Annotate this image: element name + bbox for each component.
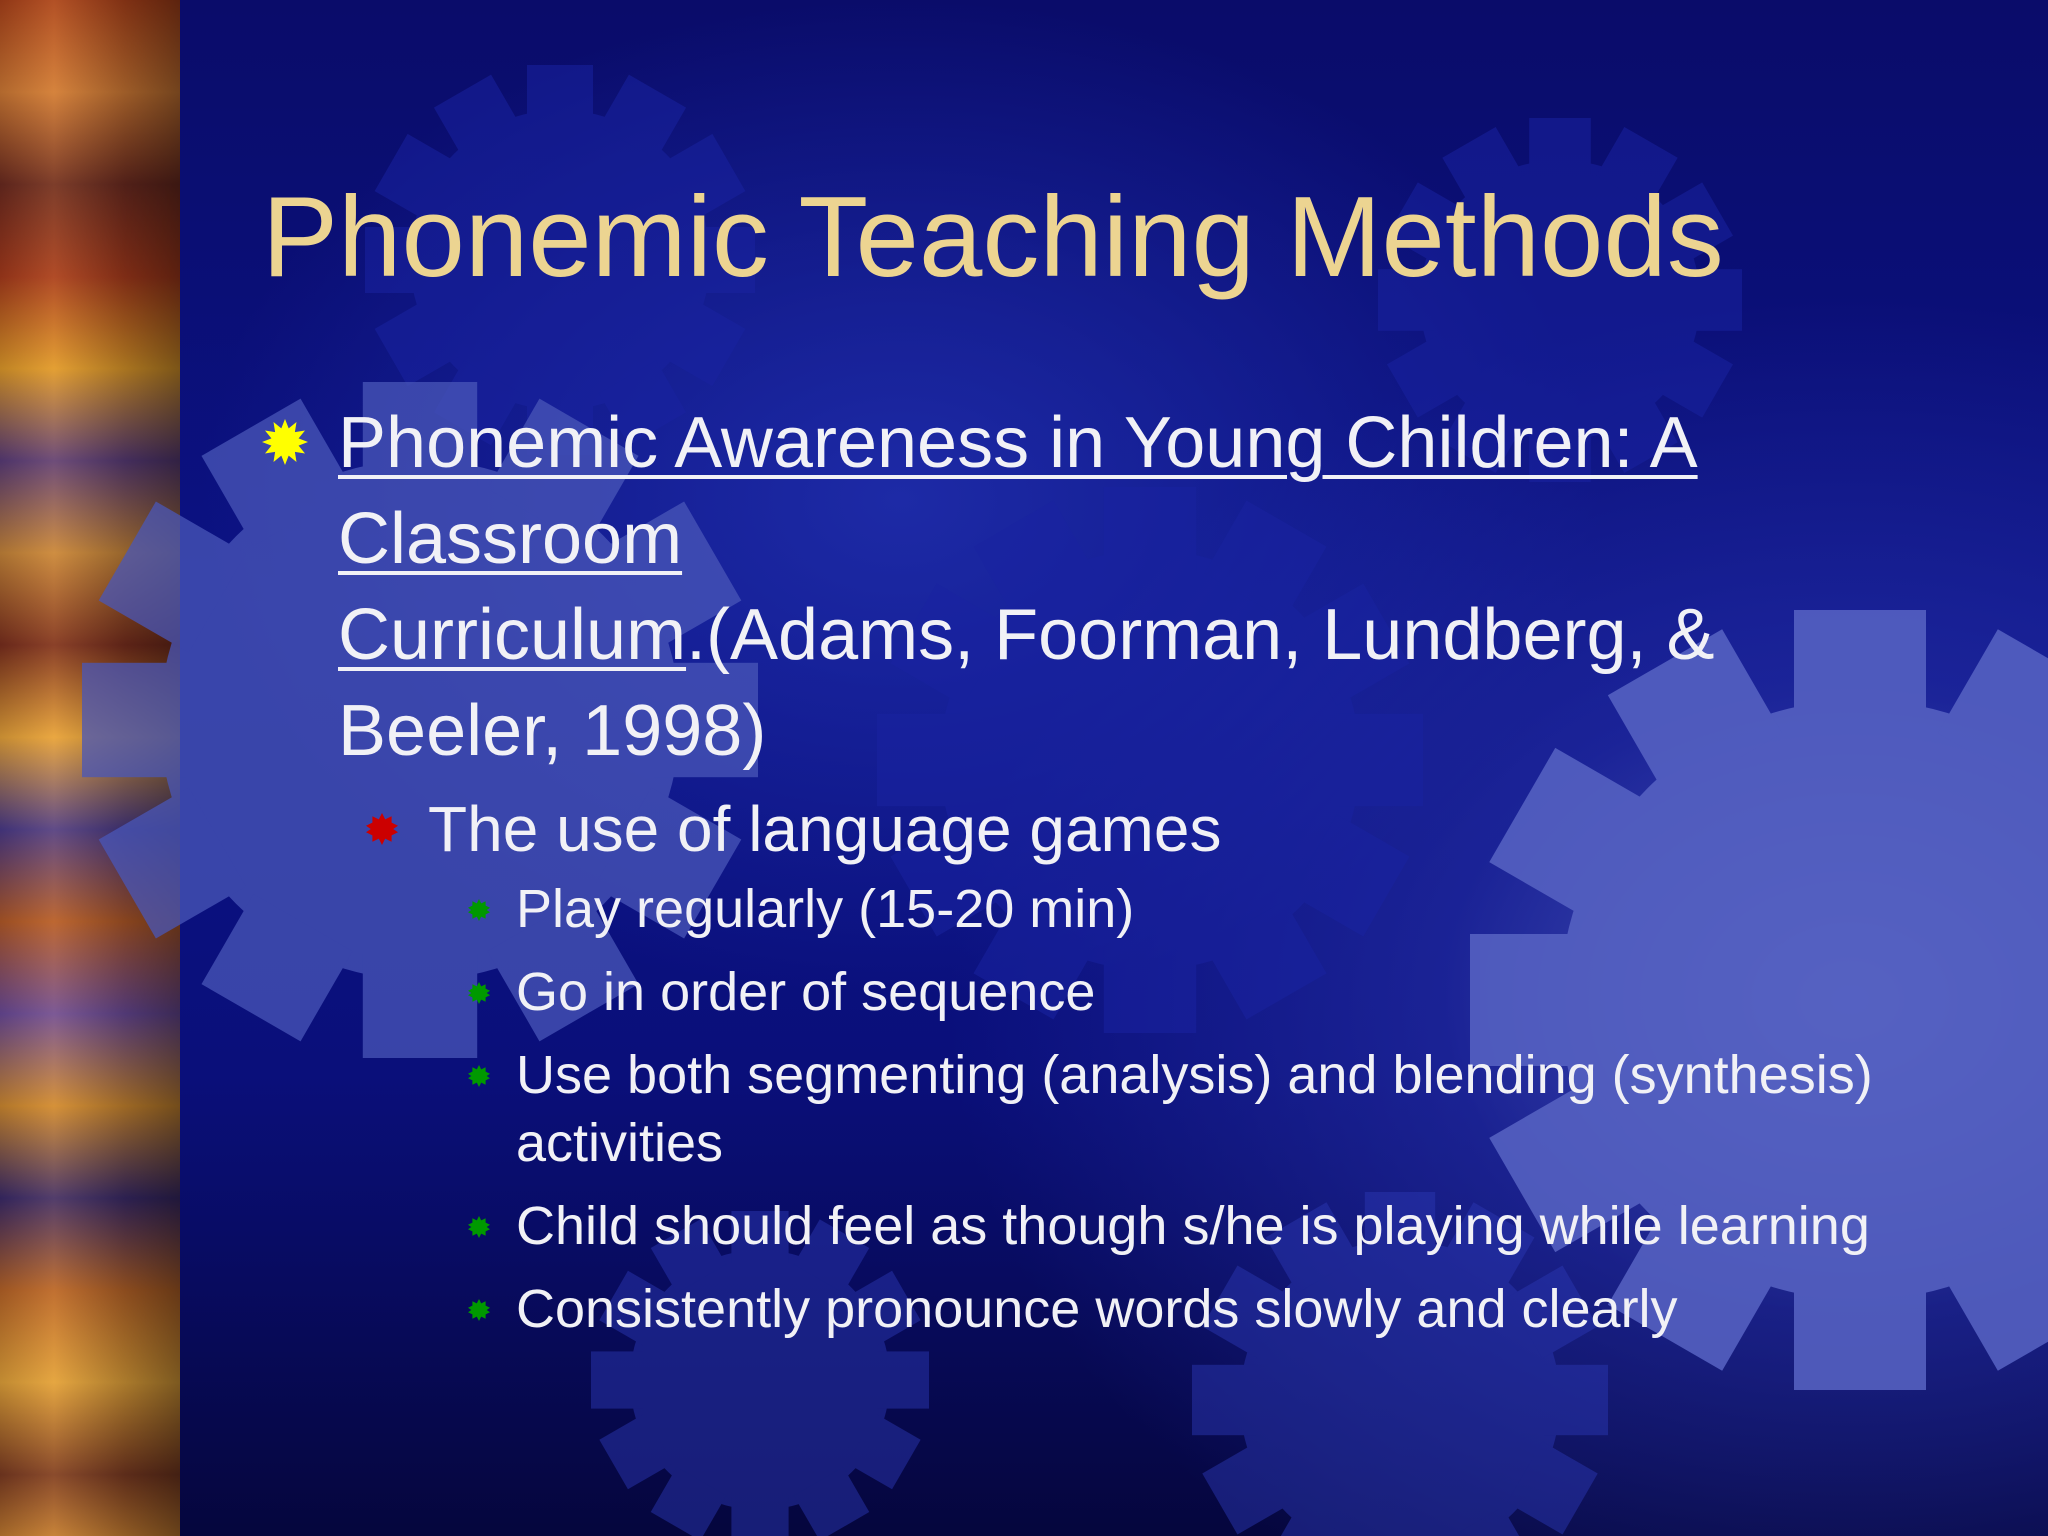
list-item-text: Consistently pronounce words slowly and clearly [516,1279,1678,1339]
starburst-icon [468,1065,490,1087]
starburst-icon [468,982,490,1004]
starburst-icon [468,1216,490,1238]
starburst-icon [468,899,490,921]
list-item [262,958,2048,1026]
starburst-icon [468,1299,490,1321]
starburst-icon [366,813,398,845]
list-item-text: Use both segmenting (analysis) and blending (synthesis) activities [516,1045,1873,1173]
list-item [262,875,2048,943]
citation: .(Adams, Foorman, Lundberg, & Beeler, 1998) [338,595,1715,771]
starburst-icon [262,419,308,465]
list-item-text: Play regularly (15-20 min) [516,879,1135,939]
slide-body [262,395,1962,1358]
slide-title: Phonemic Teaching Methods [262,174,1724,301]
bullet-level1 [262,395,1958,779]
list-item-text: Go in order of sequence [516,962,1096,1022]
book-title-line1[interactable]: Phonemic Awareness in Young Children: A Classroom [338,403,1698,579]
bullet-level3-list [262,875,1962,1343]
book-title-line2[interactable]: Curriculum [338,595,687,675]
list-item [262,1041,2048,1177]
list-item [262,1192,2048,1260]
list-item-text: Child should feel as though s/he is playing while learning [516,1196,1870,1256]
bullet-level2 [262,787,1962,871]
list-item [262,1275,2048,1343]
sub-bullet-text: The use of language games [428,793,1222,865]
